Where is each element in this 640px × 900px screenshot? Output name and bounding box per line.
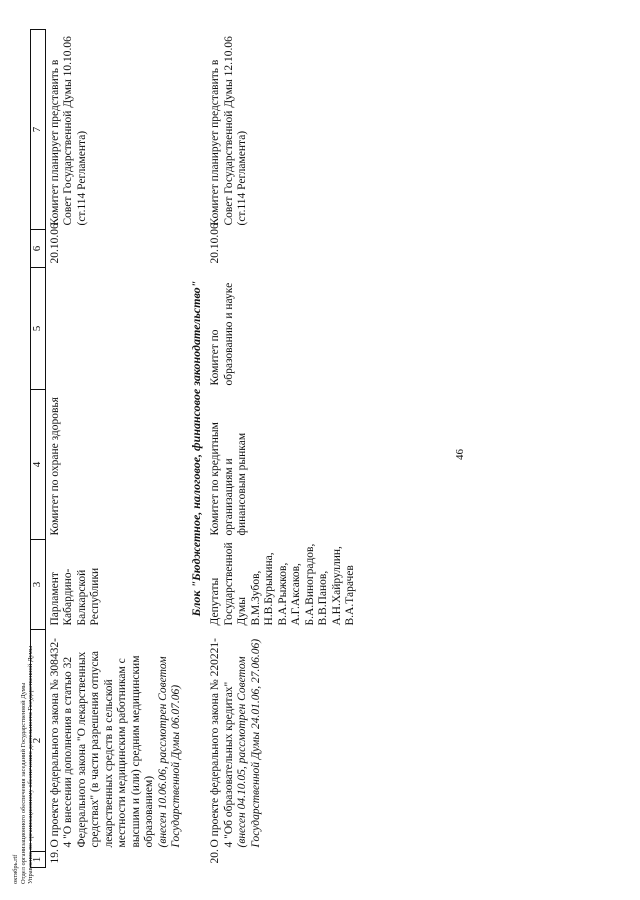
col-header-4: 4 — [31, 390, 46, 540]
committee-co-cell: Комитет по образованию и науке — [209, 282, 235, 386]
date-cell: 20.10.06 — [209, 223, 221, 264]
committee-main-cell: Комитет по охране здоровья — [48, 397, 61, 536]
bill-cell — [206, 630, 361, 852]
col-header-5: 5 — [31, 268, 46, 390]
page-number: 46 — [454, 449, 466, 460]
bill-note: (внесен 04.10.05, рассмотрен Советом Государственной Думы 24.01.06, 27.06.06) — [236, 638, 262, 848]
bill-cell — [45, 630, 187, 852]
committee-main-cell: Комитет по кредитным организациям и финансовым рынкам — [209, 422, 248, 536]
footer-department: Отдел организационного обеспечения заседаний Государственной Думы — [19, 682, 27, 884]
table-row — [45, 30, 187, 868]
table-row — [206, 30, 361, 868]
block-title: Блок "Бюджетное, налоговое, финансовое законодательство" — [188, 280, 203, 617]
comment-cell: Комитет планирует представить в Совет Государственной Думы 12.10.06 (ст.114 Регламента) — [209, 36, 248, 226]
author-cell: Парламент Кабардино-Балкарской Республики — [48, 567, 101, 626]
row-number: 20. — [209, 849, 221, 864]
col-header-6: 6 — [31, 230, 46, 268]
col-header-1: 1 — [31, 852, 46, 868]
col-header-3: 3 — [31, 540, 46, 630]
bill-title: О проекте федерального закона № 220221-4 "Об образовательных кредитах" — [209, 638, 235, 848]
date-cell: 20.10.06 — [48, 223, 61, 264]
document-footer — [12, 646, 35, 884]
author-cell: Депутаты Государственной Думы В.М.Зубов, Н.В.Бурыкина, В.А.Рыжков, А.Г.Аксаков, Б.А.Виноградов, В.В.Панов, А.Н.Хайруллин, В.А.Тарачев — [209, 542, 356, 626]
block-title-row — [187, 30, 207, 868]
bill-title: О проекте федерального закона № 308432-4 "О внесении дополнения в статью 32 Федерального закона "О лекарственных средствах" (в части разрешения отпуска лекарственных средств в сельской местности медицинским работникам с высшим и (или) средним медицинским образованием) — [48, 638, 155, 848]
bill-note: (внесен 10.06.06, рассмотрен Советом Государственной Думы 06.07.06) — [156, 656, 182, 848]
committee-co-cell — [45, 268, 187, 390]
col-header-7: 7 — [31, 30, 46, 230]
footer-directorate: Управление по организационному обеспечению деятельности Государственной Думы — [27, 645, 34, 884]
col-header-2: 2 — [31, 630, 46, 852]
footer-filename: октябрь.rtf — [12, 854, 19, 884]
comment-cell: Комитет планирует представить в Совет Государственной Думы 10.10.06 (ст.114 Регламента) — [48, 36, 88, 226]
bills-table — [30, 29, 361, 868]
row-number: 19. — [48, 849, 61, 864]
